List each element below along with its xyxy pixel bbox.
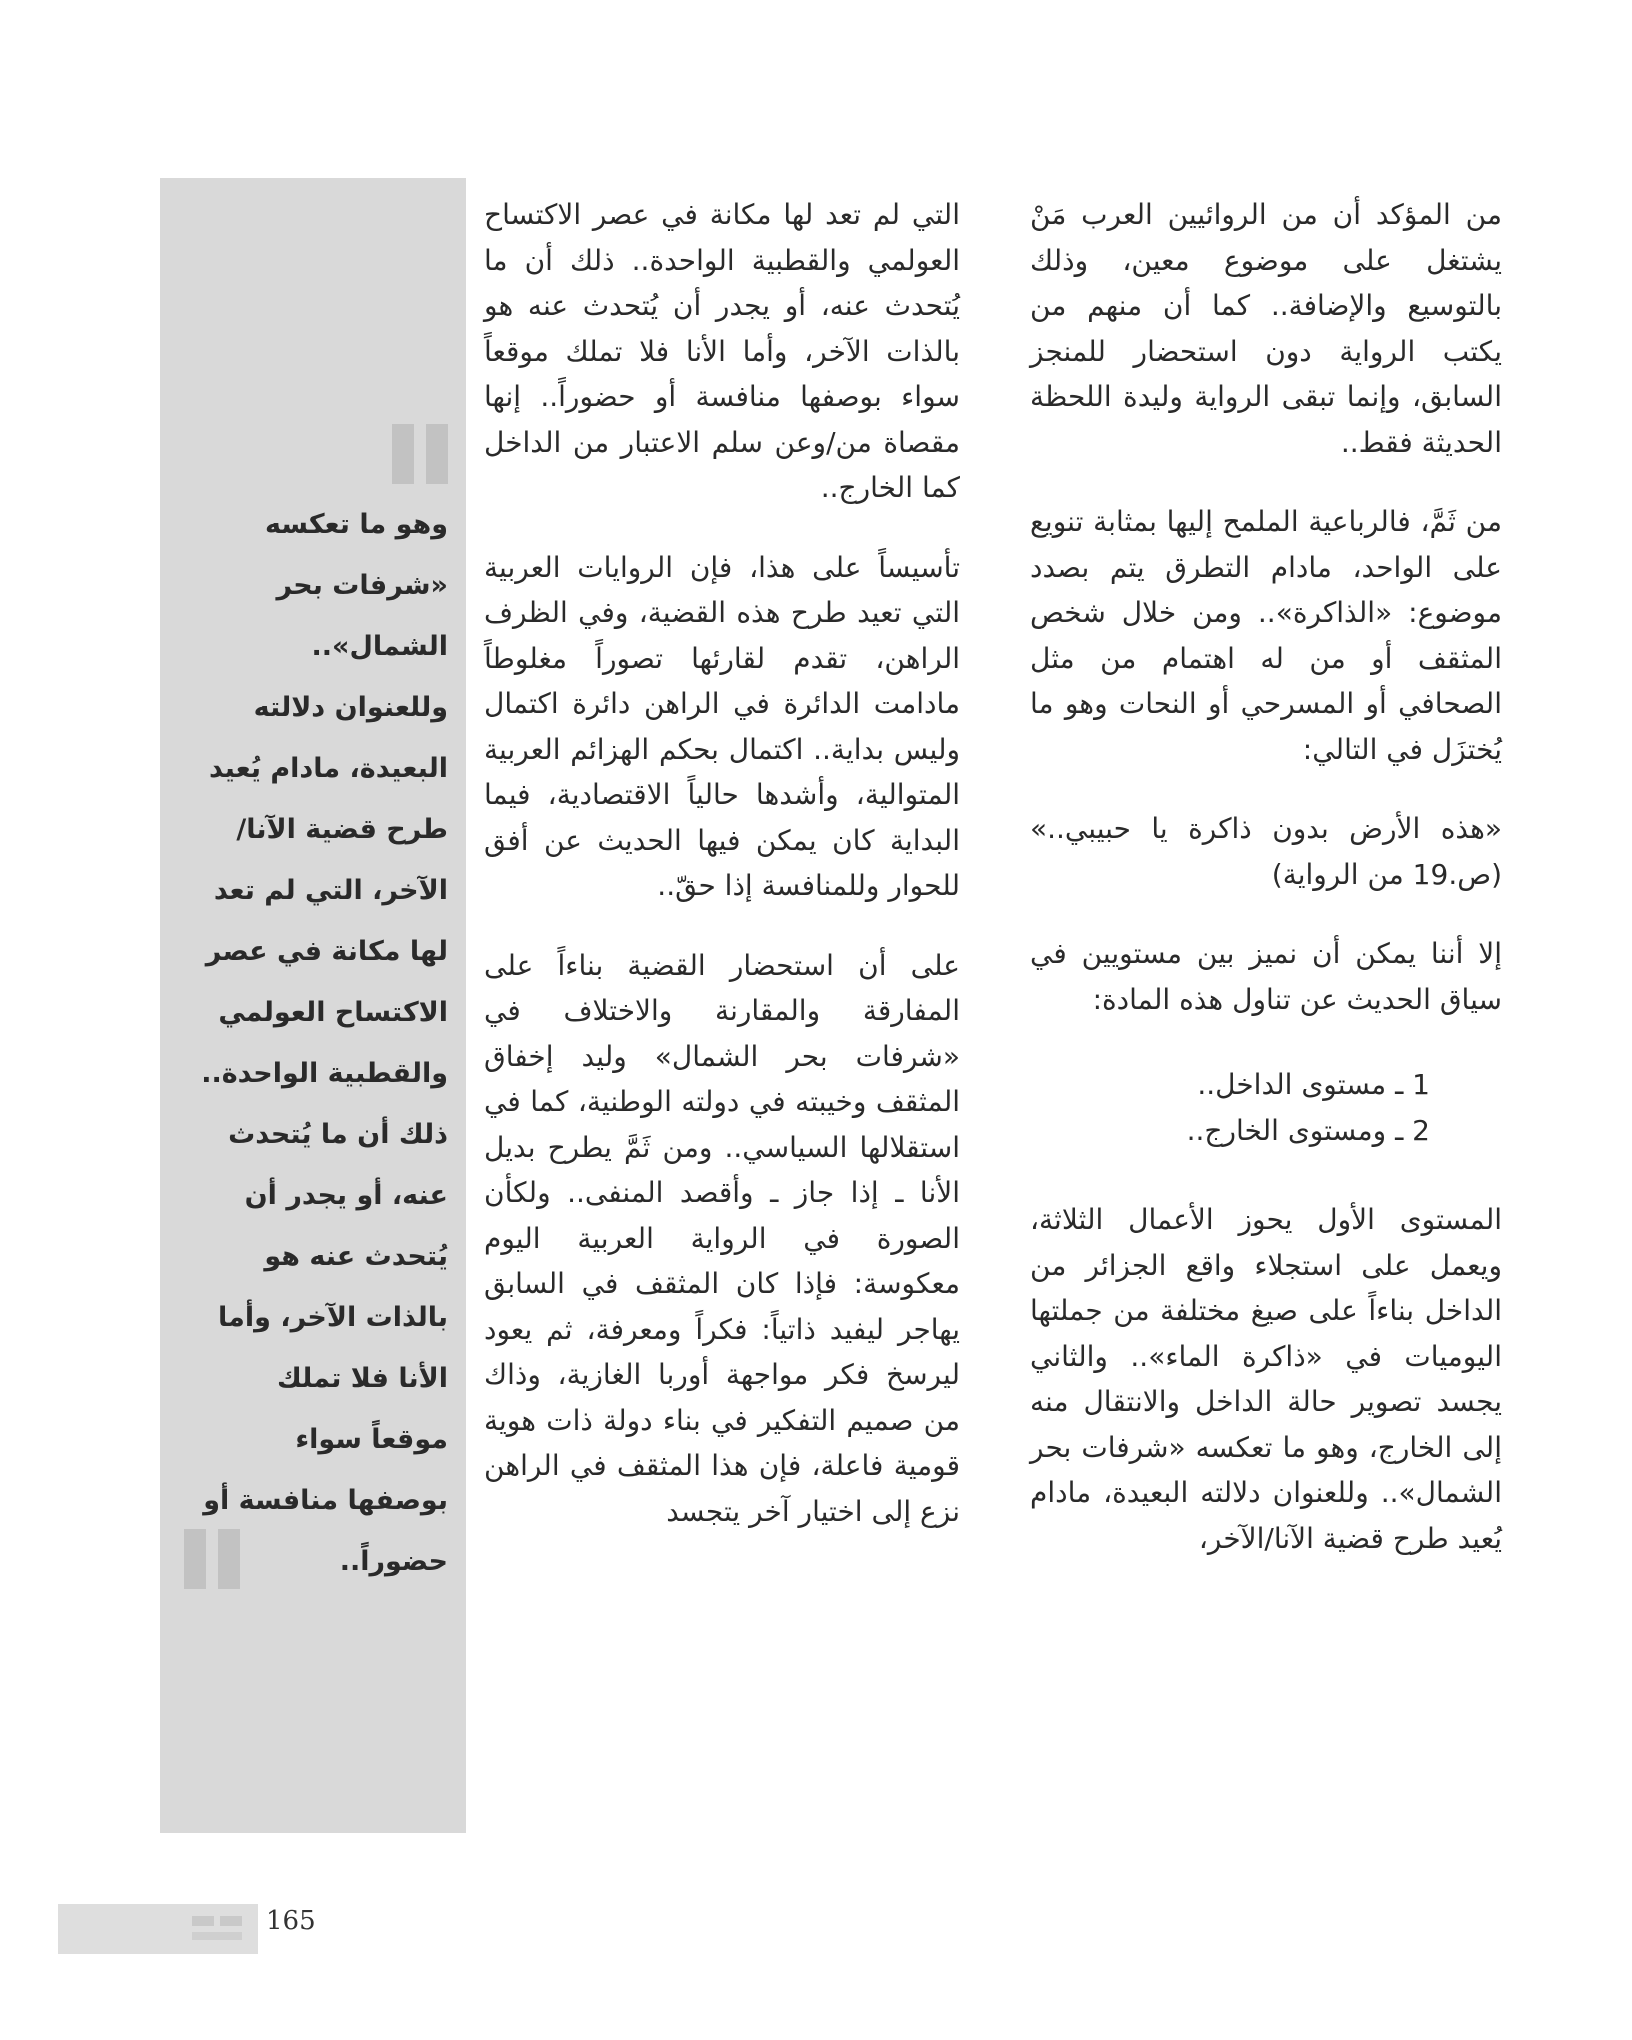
magazine-logo-icon (58, 1904, 258, 1954)
page-number: 165 (266, 1906, 316, 1936)
paragraph: المستوى الأول يحوز الأعمال الثلاثة، ويعمل على استجلاء واقع الجزائر من الداخل بناءاً على صيغ مختلفة من جملتها اليوميات في «ذاكرة الماء».. والثاني يجسد تصوير حالة الداخل والانتقال منه إلى الخارج، وهو ما تعكسه «شرفات بحر الشمال».. وللعنوان دلالته البعيدة، مادام يُعيد طرح قضية الآنا/الآخر، (1030, 1203, 1502, 1555)
quote-open-icon (392, 424, 450, 484)
quote-close-icon (184, 1529, 242, 1589)
paragraph: على أن استحضار القضية بناءاً على المفارقة والمقارنة والاختلاف في «شرفات بحر الشمال» وليد إخفاق المثقف وخيبته في دولته الوطنية، كما في استقلالها السياسي.. ومن ثَمَّ يطرح بديل الأنا ـ إذا جاز ـ وأقصد المنفى.. ولكأن الصورة في الرواية العربية اليوم معكوسة: فإذا كان المثقف في السابق يهاجر ليفيد ذاتياً: فكراً ومعرفة، ثم يعود ليرسخ فكر مواجهة أوربا الغازية، وذاك من صميم التفكير في بناء دولة ذات هوية قومية فاعلة، فإن هذا المثقف في الراهن نزع إلى اختيار آخر يتجسد (484, 948, 960, 1528)
list-item: 2 ـ ومستوى الخارج.. (1186, 1113, 1430, 1147)
quoted-line: «هذه الأرض بدون ذاكرة يا حبيبي..» (ص.19 من الرواية) (1030, 812, 1502, 891)
pull-quote-text: وهو ما تعكسه «شرفات بحر الشمال».. وللعنوان دلالته البعيدة، مادام يُعيد طرح قضية الآنا/الآخر، التي لم تعد لها مكانة في عصر الاكتساح العولمي والقطبية الواحدة.. ذلك أن ما يُتحدث عنه، أو يجدر أن يُتحدث عنه هو بالذات الآخر، وأما الأنا فلا تملك موقعاً سواء بوصفها منافسة أو حضوراً.. (201, 509, 448, 1577)
paragraph: إلا أننا يمكن أن نميز بين مستويين في سياق الحديث عن تناول هذه المادة: (1030, 937, 1502, 1016)
list-item: 1 ـ مستوى الداخل.. (1197, 1068, 1430, 1101)
paragraph: تأسيساً على هذا، فإن الروايات العربية التي تعيد طرح هذه القضية، وفي الظرف الراهن، تقدم لقارئها تصوراً مغلوطاً مادامت الدائرة في الراهن دائرة اكتمال وليس بداية.. اكتمال بحكم الهزائم العربية المتوالية، وأشدها حالياً الاقتصادية، فيما البداية كان يمكن فيها الحديث عن أفق للحوار وللمنافسة إذا حقّ.. (484, 550, 960, 902)
paragraph: من المؤكد أن من الروائيين العرب مَنْ يشتغل على موضوع معين، وذلك بالتوسيع والإضافة.. كما أن منهم من يكتب الرواية دون استحضار للمنجز السابق، وإنما تبقى الرواية وليدة اللحظة الحديثة فقط.. (1030, 198, 1502, 459)
paragraph: من ثَمَّ، فالرباعية الملمح إليها بمثابة تنويع على الواحد، مادام التطرق يتم بصدد موضوع: «الذاكرة».. ومن خلال شخص المثقف أو من له اهتمام من مثل الصحافي أو المسرحي أو النحات وهو ما يُختزَل في التالي: (1030, 505, 1502, 766)
paragraph: التي لم تعد لها مكانة في عصر الاكتساح العولمي والقطبية الواحدة.. ذلك أن ما يُتحدث عنه، أو يجدر أن يُتحدث عنه هو بالذات الآخر، وأما الأنا فلا تملك موقعاً سواء بوصفها منافسة أو حضوراً.. إنها مقصاة من/وعن سلم الاعتبار من الداخل كما الخارج.. (484, 198, 960, 504)
middle-column (484, 192, 960, 1568)
right-column (1030, 192, 1502, 1595)
